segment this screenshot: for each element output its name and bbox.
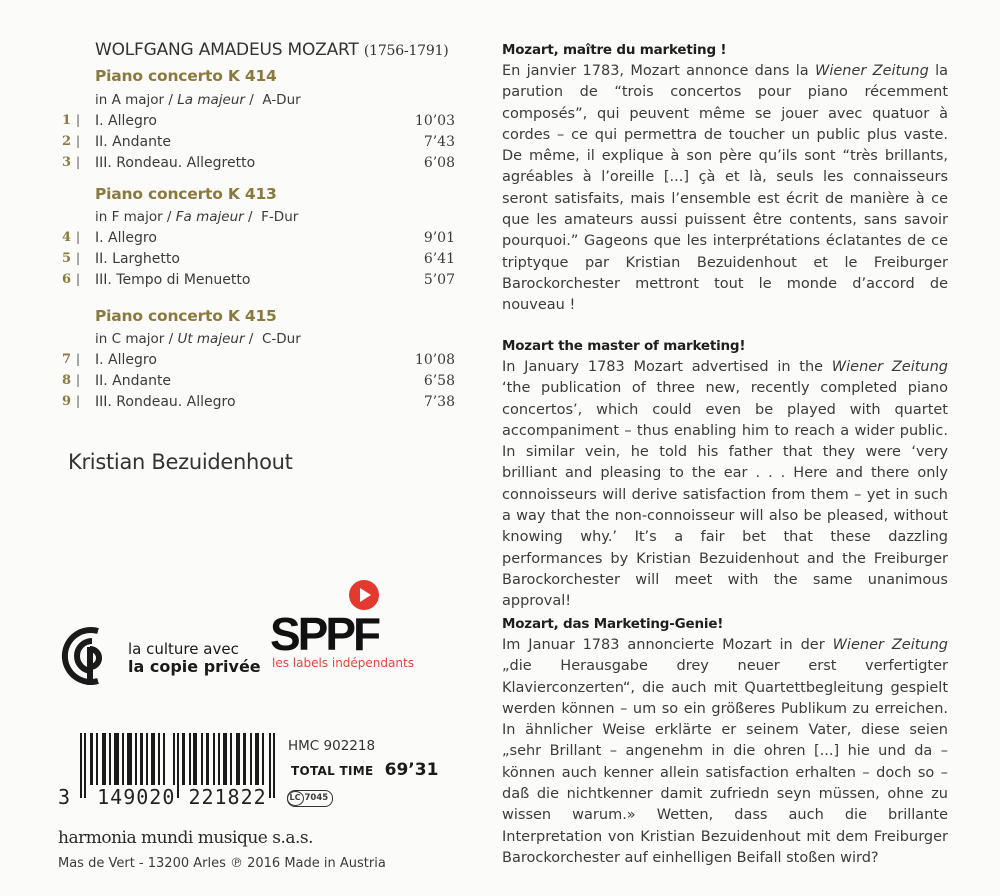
body-italic: Wiener Zeitung <box>832 637 948 653</box>
track-number: 7 <box>61 352 71 367</box>
key-en: in C major / <box>95 331 174 347</box>
track-row <box>55 394 455 415</box>
track-name: I. Allegro <box>95 230 157 246</box>
track-row <box>55 230 455 251</box>
body-text: ‘the publication of three new, recently completed piano concertos’, which could even be played with quartet accompaniment – thus enabling him to reach a wider public. In similar vein, he told his father that they were ‘very brilliant and pleasing to the ear . . . Here and there only connoisseurs will derive satisfaction from them – yet in such a way that the non-connoisseur will also be pleased, without knowing why.’ It’s a fair bet that these dazzling performances by Kristian Bezuidenhout and the Freiburger Barockorchester will meet with the same unanimous approval! <box>502 380 948 610</box>
record-label-name: harmonia mundi musique s.a.s. <box>58 828 314 848</box>
track-row <box>55 134 455 155</box>
track-separator: | <box>76 230 81 244</box>
track-name: II. Andante <box>95 373 172 389</box>
section-body <box>502 357 948 613</box>
label-code-badge <box>287 790 333 807</box>
track-number: 3 <box>61 155 71 170</box>
work-title: Piano concerto K 413 <box>95 185 277 203</box>
track-name: I. Allegro <box>95 352 157 368</box>
track-number: 8 <box>61 373 71 388</box>
performer-name: Kristian Bezuidenhout <box>68 450 293 474</box>
track-number: 1 <box>61 113 71 128</box>
track-duration: 6’08 <box>423 155 455 171</box>
track-number: 6 <box>61 272 71 287</box>
track-number: 2 <box>61 134 71 149</box>
key-de: F-Dur <box>261 209 299 225</box>
track-separator: | <box>76 272 81 286</box>
track-name: II. Andante <box>95 134 172 150</box>
sppf-subtitle: les labels indépendants <box>272 656 414 670</box>
track-duration: 7’43 <box>423 134 455 150</box>
key-sep: / <box>248 331 254 347</box>
track-duration: 7’38 <box>423 394 455 410</box>
body-text: En janvier 1783, Mozart annonce dans la <box>502 63 815 79</box>
body-text: In January 1783 Mozart advertised in the <box>502 359 832 375</box>
key-sep: / <box>248 209 253 225</box>
track-number: 5 <box>61 251 71 266</box>
track-name: III. Tempo di Menuetto <box>95 272 251 288</box>
section-body <box>502 61 948 317</box>
barcode-number <box>58 785 267 809</box>
play-icon <box>349 580 379 610</box>
barcode-group1: 149020 <box>97 785 176 809</box>
body-text: la parution de “trois concertos pour piano récemment composés”, qui peuvent même se jouer avec quatuor à cordes – ce qui permettra de toucher un public plus vaste. De même, il explique à son père qu’ils sont “très brillants, agréables à l’oreille [...] çà et là, seuls les connaisseurs seront satisfaits, mais l’ensemble est écrit de manière à ce que les amateurs aussi puissent être contents, sans savoir pourquoi.” Gageons que les interprétations éclatantes de ce triptyque par Kristian Bezuidenhout et le Freiburger Barockorchester mettront tout le monde d’accord de nouveau ! <box>502 63 949 314</box>
cp-line2: la copie privée <box>128 657 261 676</box>
body-italic: Wiener Zeitung <box>814 63 929 79</box>
track-number: 9 <box>61 394 71 409</box>
key-fr: La majeur <box>177 92 245 108</box>
barcode-first-digit: 3 <box>58 785 72 809</box>
track-row <box>55 251 455 272</box>
composer-name: WOLFGANG AMADEUS MOZART <box>95 40 359 60</box>
track-number: 4 <box>61 230 71 245</box>
section-heading: Mozart, maître du marketing ! <box>502 42 727 58</box>
track-separator: | <box>76 352 81 366</box>
track-duration: 5’07 <box>423 272 455 288</box>
track-duration: 6’41 <box>423 251 455 267</box>
liner-notes-en <box>502 336 948 613</box>
track-separator: | <box>76 155 81 169</box>
work-title: Piano concerto K 415 <box>95 307 277 325</box>
track-row <box>55 155 455 176</box>
lc-icon: LC <box>287 791 304 806</box>
key-en: in F major / <box>95 209 172 225</box>
liner-notes-de <box>502 614 948 869</box>
catalog-number: HMC 902218 <box>288 738 376 754</box>
composer-dates: (1756-1791) <box>363 43 449 59</box>
track-duration: 9’01 <box>423 230 455 246</box>
track-row <box>55 352 455 373</box>
barcode-group2: 221822 <box>188 785 267 809</box>
cp-logo-icon <box>58 625 120 687</box>
total-time-value: 69’31 <box>384 760 439 780</box>
record-label-address: Mas de Vert - 13200 Arles ℗ 2016 Made in Austria <box>58 856 386 871</box>
track-separator: | <box>76 134 81 148</box>
lc-code: 7045 <box>304 793 329 803</box>
body-text: „die Herausgabe drey neuer erst verfertigter Klavierconzerten“, die auch mit Quartettbegleitung gespielt werden können – um so ein größeres Publikum zu erreichen. In ähnlicher Weise erklärte er seinem Vater, diese seien „sehr Brillant – angenehm in die ohren [...] hie und da – können auch kenner allein satisfaction erhalten – doch so – daß die nichtkenner damit zufriedn seyn müssen, ohne zu wissen warum.» Wetten, dass auch die brillante Interpretation von Kristian Bezuidenhout mit dem Freiburger Barockorchester auf einhelligen Beifall stoßen wird? <box>502 658 948 866</box>
work-key <box>95 92 301 108</box>
track-name: III. Rondeau. Allegretto <box>95 155 256 171</box>
key-de: C-Dur <box>261 331 301 347</box>
track-separator: | <box>76 113 81 127</box>
work-key <box>95 209 298 225</box>
work-key <box>95 331 301 347</box>
composer-heading <box>95 40 449 60</box>
track-separator: | <box>76 373 81 387</box>
section-heading: Mozart the master of marketing! <box>502 338 746 354</box>
track-name: III. Rondeau. Allegro <box>95 394 236 410</box>
cp-line1: la culture avec <box>128 640 239 658</box>
body-text: Im Januar 1783 annoncierte Mozart in der <box>502 637 833 653</box>
work-title: Piano concerto K 414 <box>95 67 277 85</box>
track-name: II. Larghetto <box>95 251 180 267</box>
body-italic: Wiener Zeitung <box>831 359 948 375</box>
track-row <box>55 373 455 394</box>
track-separator: | <box>76 251 81 265</box>
track-duration: 10’08 <box>414 352 455 368</box>
copie-privee-text <box>128 640 261 676</box>
key-fr: Ut majeur <box>177 331 245 347</box>
total-time <box>291 760 438 780</box>
key-sep: / <box>249 92 254 108</box>
track-duration: 10’03 <box>414 113 455 129</box>
track-separator: | <box>76 394 81 408</box>
key-en: in A major / <box>95 92 173 108</box>
track-duration: 6’58 <box>423 373 455 389</box>
key-de: A-Dur <box>262 92 301 108</box>
section-body <box>502 635 948 869</box>
track-row <box>55 113 455 134</box>
total-time-label: TOTAL TIME <box>291 764 374 778</box>
liner-notes-fr <box>502 40 948 317</box>
sppf-logo: SPPF <box>270 608 379 660</box>
section-heading: Mozart, das Marketing-Genie! <box>502 616 724 632</box>
track-row <box>55 272 455 293</box>
key-fr: Fa majeur <box>175 209 244 225</box>
track-name: I. Allegro <box>95 113 157 129</box>
